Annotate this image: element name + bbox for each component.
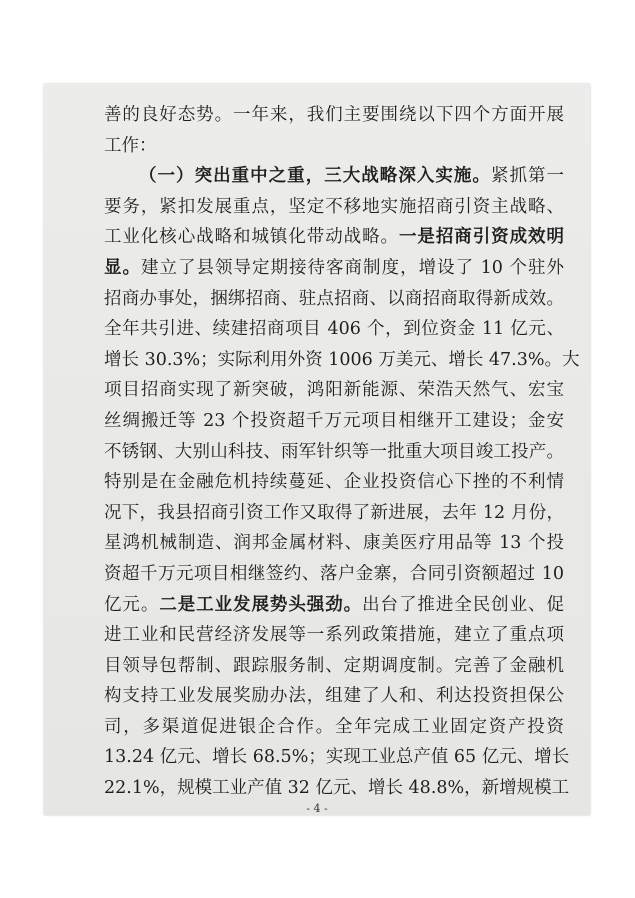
text-line — [104, 406, 564, 437]
subheading: 显。 — [104, 257, 142, 278]
text-line — [104, 222, 564, 253]
section-heading-line — [104, 161, 564, 192]
text-line — [104, 651, 564, 682]
text-run: 紧抓第一 — [490, 166, 565, 187]
text-run: 星鸿机械制造、润邦金属材料、康美医疗用品等 13 个投 — [104, 533, 564, 554]
text-run: 13.24 亿元、增长 68.5%；实现工业总产值 65 亿元、增长 — [104, 747, 570, 768]
text-line — [104, 284, 564, 315]
text-run: 建立了县领导定期接待客商制度，增设了 10 个驻外 — [141, 257, 564, 278]
subheading: 二是工业发展势头强劲。 — [159, 594, 363, 615]
text-line — [104, 131, 564, 162]
text-line — [104, 100, 564, 131]
section-heading: （一）突出重中之重，三大战略深入实施。 — [139, 166, 491, 187]
text-run: 进工业和民营经济发展等一系列政策措施，建立了重点项 — [104, 625, 564, 646]
text-line — [104, 528, 564, 559]
text-run: 况下，我县招商引资工作又取得了新进展，去年 12 月份， — [104, 502, 564, 523]
text-run: 丝绸搬迁等 23 个投资超千万元项目相继开工建设；金安 — [104, 410, 564, 431]
document-photo — [44, 84, 590, 815]
text-run: 招商办事处，捆绑招商、驻点招商、以商招商取得新成效。 — [104, 288, 564, 309]
text-line — [104, 681, 564, 712]
text-line — [104, 375, 564, 406]
text-line — [104, 742, 570, 773]
text-run: 工业化核心战略和城镇化带动战略。 — [104, 227, 399, 248]
page-number: - 4 - — [306, 802, 328, 815]
text-line — [104, 712, 564, 743]
text-line — [104, 559, 564, 590]
text-run: 善的良好态势。一年来，我们主要围绕以下四个方面开展 — [104, 105, 564, 125]
text-line — [104, 467, 564, 498]
text-run: 特别是在金融危机持续蔓延、企业投资信心下挫的不利情 — [104, 472, 564, 493]
document-body — [104, 100, 580, 804]
text-line — [104, 253, 564, 284]
text-run: 资超千万元项目相继签约、落户金寨，合同引资额超过 10 — [104, 563, 564, 584]
text-line — [104, 192, 564, 223]
text-line — [104, 620, 564, 651]
text-run: 全年共引进、续建招商项目 406 个，到位资金 11 亿元、 — [104, 319, 564, 340]
text-line — [104, 314, 564, 345]
text-line — [104, 590, 564, 621]
text-run: 亿元。 — [104, 594, 160, 615]
text-run: 司，多渠道促进银企合作。全年完成工业固定资产投资 — [104, 716, 564, 737]
text-run: 要务，紧扣发展重点，坚定不移地实施招商引资主战略、 — [104, 196, 564, 217]
text-run: 目领导包帮制、跟踪服务制、定期调度制。完善了金融机 — [104, 655, 564, 676]
text-line — [104, 498, 564, 529]
text-run: 不锈钢、大别山科技、雨军针织等一批重大项目竣工投产。 — [104, 441, 564, 462]
text-line — [104, 773, 570, 804]
subheading: 一是招商引资成效明 — [399, 227, 564, 248]
text-run: 项目招商实现了新突破，鸿阳新能源、荣浩天然气、宏宝 — [104, 380, 564, 401]
text-run: 22.1%，规模工业产值 32 亿元、增长 48.8%，新增规模工 — [104, 778, 570, 799]
text-run: 工作： — [104, 135, 157, 156]
text-run: 构支持工业发展奖励办法，组建了人和、利达投资担保公 — [104, 686, 564, 707]
text-run: 出台了推进全民创业、促 — [362, 594, 564, 615]
text-line — [104, 437, 564, 468]
text-run: 增长 30.3%；实际利用外资 1006 万美元、增长 47.3%。大 — [104, 349, 580, 370]
text-line — [104, 345, 580, 376]
